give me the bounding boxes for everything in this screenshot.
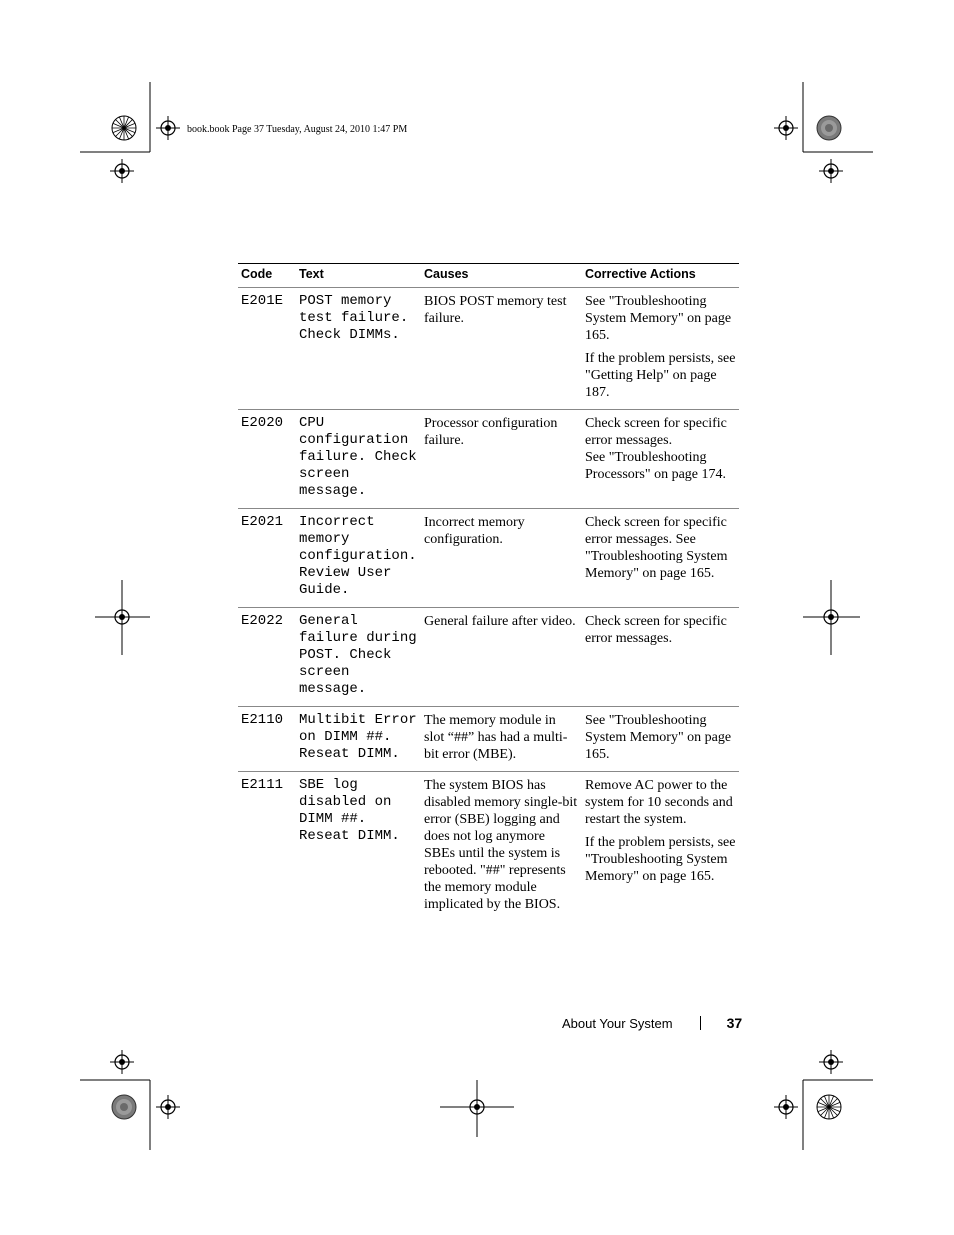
table-row	[238, 410, 739, 509]
print-slug-line: book.book Page 37 Tuesday, August 24, 2010 1:47 PM	[187, 124, 408, 135]
error-causes: Processor configuration failure.	[421, 410, 582, 509]
error-code: E2022	[238, 608, 296, 707]
header-code: Code	[238, 264, 296, 288]
error-code-table	[238, 263, 739, 921]
corrective-actions	[582, 707, 739, 772]
header-corrective-actions: Corrective Actions	[582, 264, 739, 288]
table-row	[238, 772, 739, 922]
corrective-actions	[582, 772, 739, 922]
header-text: Text	[296, 264, 421, 288]
error-code: E2111	[241, 777, 284, 793]
error-text: Incorrect memory configuration. Review User Guide.	[296, 509, 421, 608]
corrective-actions	[582, 608, 739, 707]
error-text: Multibit Error on DIMM ##. Reseat DIMM.	[296, 707, 421, 772]
error-causes: BIOS POST memory test failure.	[421, 288, 582, 410]
action-paragraph: Check screen for specific error messages.	[585, 614, 727, 646]
error-text: SBE log disabled on DIMM ##. Reseat DIMM.	[299, 777, 400, 844]
action-paragraph: See "Troubleshooting System Memory" on page 165.	[585, 294, 732, 343]
table-row	[238, 608, 739, 707]
header-causes: Causes	[421, 264, 582, 288]
error-causes: Incorrect memory configuration.	[421, 509, 582, 608]
action-paragraph: If the problem persists, see "Getting Help" on page 187.	[585, 351, 736, 400]
page-number: 37	[726, 1015, 743, 1031]
corrective-actions	[582, 288, 739, 410]
action-paragraph: See "Troubleshooting System Memory" on page 165.	[585, 713, 732, 762]
action-paragraph: Check screen for specific error messages. See "Troubleshooting System Memory" on page 165.	[585, 515, 728, 581]
error-code: E201E	[238, 288, 296, 410]
error-text: CPU configuration failure. Check screen message.	[296, 410, 421, 509]
error-causes: The system BIOS has disabled memory single-bit error (SBE) logging and does not log anymore SBEs until the system is rebooted. "##" represents the memory module implicated by the BIOS.	[424, 778, 578, 912]
footer-section-title: About Your System	[562, 1016, 673, 1031]
action-paragraph: Remove AC power to the system for 10 seconds and restart the system.	[585, 778, 733, 827]
table-row	[238, 707, 739, 772]
error-code: E2110	[238, 707, 296, 772]
footer-divider	[700, 1016, 701, 1030]
error-causes: General failure after video.	[421, 608, 582, 707]
error-code: E2021	[238, 509, 296, 608]
corrective-actions	[582, 410, 739, 509]
table-row	[238, 509, 739, 608]
table-header-row	[238, 264, 739, 288]
error-text: General failure during POST. Check screen message.	[296, 608, 421, 707]
action-paragraph: If the problem persists, see "Troubleshooting System Memory" on page 165.	[585, 835, 736, 884]
error-text: POST memory test failure. Check DIMMs.	[296, 288, 421, 410]
table-row	[238, 288, 739, 410]
corrective-actions	[582, 509, 739, 608]
error-causes: The memory module in slot “##” has had a multi-bit error (MBE).	[421, 707, 582, 772]
action-paragraph: Check screen for specific error messages. See "Troubleshooting Processors" on page 174.	[585, 416, 727, 482]
error-code: E2020	[238, 410, 296, 509]
page-footer	[562, 1015, 742, 1031]
